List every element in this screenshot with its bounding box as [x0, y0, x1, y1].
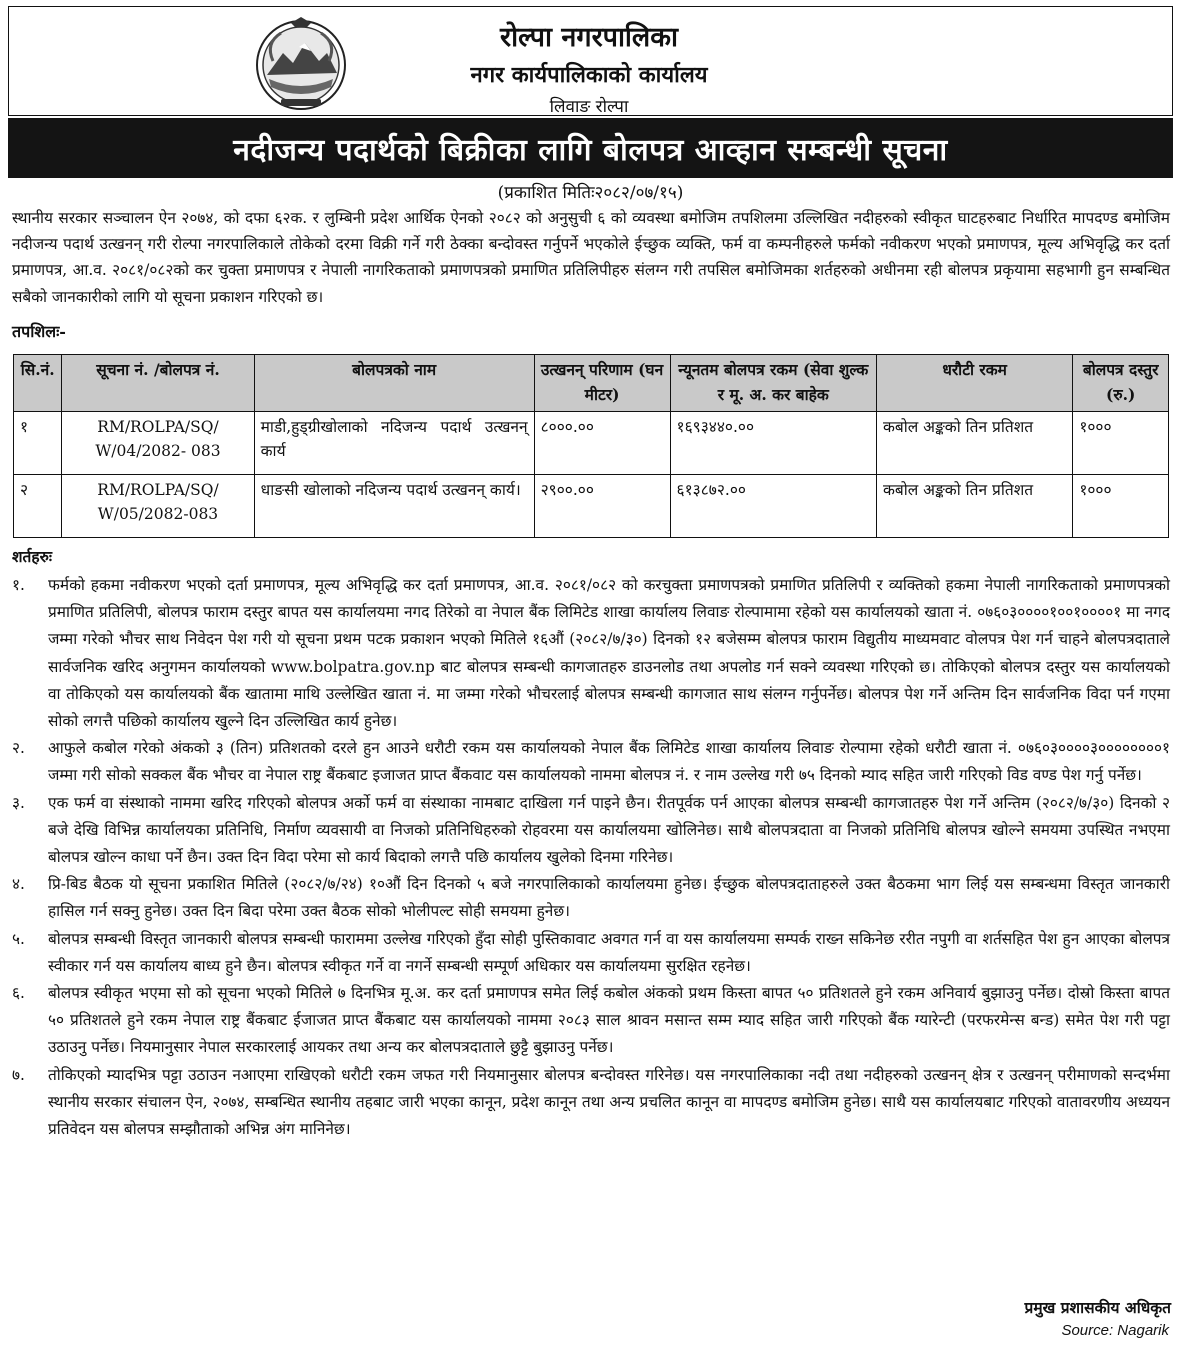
condition-text: प्रि-बिड बैठक यो सूचना प्रकाशित मितिले (२०८२/७/२४) १०औं दिन दिनको ५ बजे नगरपालिकाको कार्यालयमा हुनेछ। ईच्छुक बोलपत्रदाताहरुले उक्त बैठकमा भाग लिई यस सम्बन्धमा विस्तृत जानकारी हासिल गर्न सक्नु हुनेछ। उक्त दिन बिदा परेमा उक्त बैठक सोको भोलीपल्ट सोही समयमा हुनेछ। [48, 875, 1170, 921]
header-name: बोलपत्रको नाम [254, 355, 534, 412]
cell-notice-no: RM/ROLPA/SQ/ W/05/2082-083 [62, 475, 254, 538]
schedule-heading: तपशिलः- [12, 322, 66, 341]
condition-text: बोलपत्र स्वीकृत भएमा सो को सूचना भएको मितिले ७ दिनभित्र मू.अ. कर दर्ता प्रमाणपत्र समेत लिई कबोल अंकको प्रथम किस्ता बापत ५० प्रतिशतले हुने रकम अनिवार्य बुझाउनु पर्नेछ। दोस्रो किस्ता बापत ५० प्रतिशतले हुने रकम नेपाल राष्ट्र बैंकबाट ईजाजत प्राप्त बैंकबाट यस कार्यालयको नाममा २०८३ साल श्रावन मसान्त सम्म म्याद सहित जारी गरिएको बैंक ग्यारेन्टी (परफरमेन्स बन्ड) समेत पेश गरी पट्टा उठाउनु पर्नेछ। नियमानुसार नेपाल सरकारलाई आयकर तथा अन्य कर बोलपत्रदाताले छुट्टै बुझाउनु पर्नेछ। [48, 984, 1170, 1057]
cell-fee: १००० [1073, 475, 1169, 538]
condition-item [12, 980, 1170, 1062]
condition-item [12, 790, 1170, 872]
condition-item [12, 926, 1170, 980]
header-fee: बोलपत्र दस्तुर (रु.) [1073, 355, 1169, 412]
published-date: (प्रकाशित मितिः२०८२/०७/१५) [497, 183, 684, 203]
condition-item [12, 871, 1170, 925]
cell-sn: १ [14, 412, 62, 475]
header-quantity: उत्खनन् परिणाम (घन मीटर) [534, 355, 670, 412]
condition-text: एक फर्म वा संस्थाको नाममा खरिद गरिएको बोलपत्र अर्को फर्म वा संस्थाका नामबाट दाखिला गर्न पाइने छैन। रीतपूर्वक पर्न आएका बोलपत्र सम्बन्धी कागजातहरु पेश गर्ने अन्तिम (२०८२/७/३०) दिनको २ बजे देखि विभिन्न कार्यालयका प्रतिनिधि, निर्माण व्यवसायी वा निजको प्रतिनिधिहरुको रोहवरमा यस कार्यालयमा खोलिनेछ। साथै बोलपत्रदाता वा निजको प्रतिनिधि बोलपत्र खोल्ने समयमा उपस्थित नभएमा बोलपत्र खोल्न काधा पर्ने छैन। उक्त दिन विदा परेमा सो कार्य बिदाको लगत्तै पछि कार्यालय खुलेको दिनमा गरिनेछ। [48, 793, 1170, 867]
condition-item [12, 735, 1170, 789]
condition-item [12, 572, 1170, 735]
letterhead [8, 6, 1173, 116]
notice-title: नदीजन्य पदार्थको बिक्रीका लागि बोलपत्र आव्हान सम्बन्धी सूचना [8, 118, 1173, 178]
condition-number: २. [12, 739, 25, 758]
condition-text: फर्मको हकमा नवीकरण भएको दर्ता प्रमाणपत्र, मूल्य अभिवृद्धि कर दर्ता प्रमाणपत्र, आ.व. २०८१/०८२ को करचुक्ता प्रमाणपत्रको प्रमाणित प्रतिलिपी र व्यक्तिको हकमा नेपाली नागरिकताको प्रमाणपत्रको प्रमाणित प्रतिलिपी, बोलपत्र फाराम दस्तुर बापत यस कार्यालयमा नगद तिरेको वा नेपाल बैंक लिमिटेड शाखा कार्यालय लिवाङ रोल्पामामा रहेको यस कार्यालयको खाता नं. ०७६०३००००१००१००००१ मा नगद जम्मा गरेको भौचर साथ निवेदन पेश गरी यो सूचना प्रथम पटक प्रकाशन भएको मितिले १६औं (२०८२/७/३०) दिनको १२ बजेसम्म बोलपत्र फाराम विद्युतीय माध्यमवाट वोलपत्र पेश गर्न चाहने बोलपत्रदाताले सार्वजनिक खरिद अनुगमन कार्यालयको www.bolpatra.gov.np बाट बोलपत्र सम्बन्धी कागजातहरु डाउनलोड तथा अपलोड गर्न सक्ने व्यवस्था गरिएको छ। तोकिएको बोलपत्र दस्तुर यस कार्यालयको वा तोकिएको यस कार्यालयको बैंक खातामा माथि उल्लेखित खाता नं. मा जम्मा गरेको भौचरलाई बोलपत्र सम्बन्धी कागजात साथ संलग्न गर्नुपर्नेछ। बोलपत्र पेश गर्ने अन्तिम दिन सार्वजनिक विदा पर्न गएमा सोको लगत्तै पछिको कार्यालय खुल्ने दिन उल्लिखित कार्य हुनेछ। [48, 576, 1170, 731]
cell-notice-no: RM/ROLPA/SQ/ W/04/2082- 083 [62, 412, 254, 475]
condition-number: ६. [12, 984, 25, 1003]
condition-number: १. [12, 576, 25, 594]
cell-min-amount: ६१३८७२.०० [670, 475, 876, 538]
header-sn: सि.नं. [14, 355, 62, 412]
condition-number: ५. [12, 929, 25, 948]
table-row [14, 475, 1169, 538]
org-name: रोल्पा नगरपालिका [500, 22, 678, 53]
header-notice-no: सूचना नं. /बोलपत्र नं. [62, 355, 254, 412]
table-header-row [14, 355, 1169, 412]
source-credit: Source: Nagarik [1061, 1322, 1169, 1339]
cell-quantity: ८०००.०० [534, 412, 670, 475]
cell-deposit: कबोल अङ्कको तिन प्रतिशत [876, 412, 1072, 475]
cell-quantity: २९००.०० [534, 475, 670, 538]
office-location: लिवाङ रोल्पा [549, 97, 629, 117]
table-row [14, 412, 1169, 475]
condition-number: ७. [12, 1065, 25, 1084]
intro-paragraph: स्थानीय सरकार सञ्चालन ऐन २०७४, को दफा ६२क. र लुम्बिनी प्रदेश आर्थिक ऐनको २०८२ को अनुसुची ६ को व्यवस्था बमोजिम तपशिलमा उल्लिखित नदीहरुको स्वीकृत घाटहरुबाट निर्धारित मापदण्ड बमोजिम नदीजन्य पदार्थ उत्खनन् गरी रोल्पा नगरपालिकाले तोकेको दरमा विक्री गर्ने गरी ठेक्का बन्दोवस्त गर्नुपर्ने भएकोले ईच्छुक व्यक्ति, फर्म वा कम्पनीहरुले फर्मको नवीकरण भएको प्रमाणपत्र, मूल्य अभिवृद्धि कर दर्ता प्रमाणपत्र, आ.व. २०८१/०८२को कर चुक्ता प्रमाणपत्र र नेपाली नागरिकताको प्रमाणपत्रको प्रमाणित प्रतिलिपीहरु संलग्न गरी तपसिल बमोजिमका शर्तहरुको अधीनमा रही बोलपत्र प्रकृयामा सहभागी हुन सम्बन्धित सबैको जानकारीको लागि यो सूचना प्रकाशन गरिएको छ। [12, 209, 1170, 306]
tender-table [13, 354, 1169, 538]
header-deposit: धरौटी रकम [876, 355, 1072, 412]
office-name: नगर कार्यपालिकाको कार्यालय [470, 62, 708, 88]
cell-fee: १००० [1073, 412, 1169, 475]
conditions-list [12, 572, 1170, 1143]
cell-deposit: कबोल अङ्कको तिन प्रतिशत [876, 475, 1072, 538]
cell-min-amount: १६९३४४०.०० [670, 412, 876, 475]
conditions-heading: शर्तहरुः [12, 547, 53, 566]
cell-name: माडी,हुड्ग्रीखोलाको नदिजन्य पदार्थ उत्खनन् कार्य [254, 412, 534, 475]
header-min-amount: न्यूनतम बोलपत्र रकम (सेवा शुल्क र मू. अ. कर बाहेक [670, 355, 876, 412]
cell-name: धाङसी खोलाको नदिजन्य पदार्थ उत्खनन् कार्य। [254, 475, 534, 538]
condition-text: आफुले कबोल गरेको अंकको ३ (तिन) प्रतिशतको दरले हुन आउने धरौटी रकम यस कार्यालयको नेपाल बैंक लिमिटेड शाखा कार्यालय लिवाङ रोल्पामा रहेको धरौटी खाता नं. ०७६०३००००३००००००००१ जम्मा गरी सोको सक्कल बैंक भौचर वा नेपाल राष्ट्र बैंकबाट इजाजत प्राप्त बैंकवाट यस कार्यालयको नाममा बोलपत्र नं. र नाम उल्लेख गरी ७५ दिनको म्याद सहित जारी गरिएको विड वण्ड पेश गर्नु पर्नेछ। [48, 739, 1170, 785]
condition-text: बोलपत्र सम्बन्धी विस्तृत जानकारी बोलपत्र सम्बन्धी फाराममा उल्लेख गरिएको हुँदा सोही पुस्तिकावाट अवगत गर्न वा यस कार्यालयमा सम्पर्क राख्न सकिनेछ ररीत नपुगी वा शर्तसहित पेश हुन आएका बोलपत्र स्वीकार गर्न यस कार्यालय बाध्य हुने छैन। बोलपत्र स्वीकृत गर्ने वा नगर्ने सम्बन्धी सम्पूर्ण अधिकार यस कार्यालयमा सुरक्षित रहनेछ। [48, 929, 1170, 975]
cell-sn: २ [14, 475, 62, 538]
condition-text: तोकिएको म्यादभित्र पट्टा उठाउन नआएमा राखिएको धरौटी रकम जफत गरी नियमानुसार बोलपत्र बन्दोवस्त गरिनेछ। यस नगरपालिकाका नदी तथा नदीहरुको उत्खनन् क्षेत्र र उत्खनन् परीमाणको सन्दर्भमा स्थानीय सरकार संचालन ऐन, २०७४, सम्बन्धित स्थानीय तहबाट जारी भएका कानून, प्रदेश कानून तथा अन्य प्रचलित कानून वा मापदण्ड बमोजिम हुनेछ। साथै यस कार्यालयबाट गरिएको वातावरणीय अध्ययन प्रतिवेदन यस बोलपत्र सम्झौताको अभिन्न अंग मानिनेछ। [48, 1065, 1170, 1139]
signatory-title: प्रमुख प्रशासकीय अधिकृत [1024, 1298, 1171, 1317]
condition-number: ३. [12, 793, 25, 812]
condition-number: ४. [12, 875, 25, 894]
condition-item [12, 1062, 1170, 1144]
